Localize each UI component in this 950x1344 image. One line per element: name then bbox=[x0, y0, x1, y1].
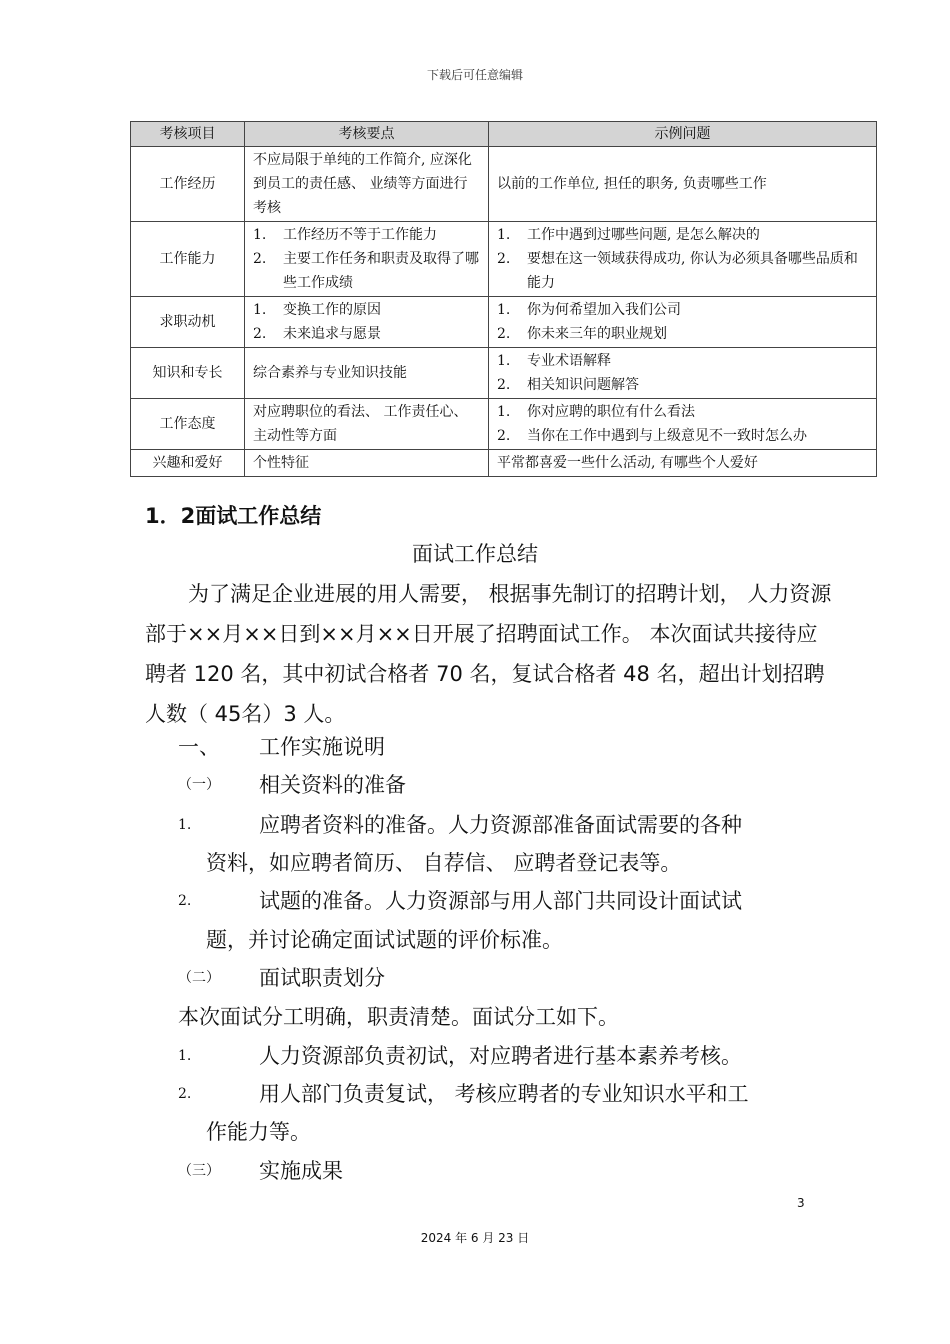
subsection-title: 相关资料的准备 bbox=[259, 773, 406, 797]
row-examples bbox=[489, 297, 877, 348]
list-item-text: 题，并讨论确定面试试题的评价标准。 bbox=[206, 928, 563, 952]
list-item: 1. 你为何希望加入我们公司 bbox=[497, 302, 681, 318]
row-examples bbox=[489, 222, 877, 297]
table-header-row bbox=[131, 122, 877, 147]
row-item: 工作能力 bbox=[131, 222, 245, 297]
row-points bbox=[245, 222, 489, 297]
list-item-number: 2. bbox=[178, 1086, 192, 1102]
row-examples bbox=[489, 399, 877, 450]
list-item-text: 作能力等。 bbox=[206, 1120, 311, 1144]
section-heading: 1．2面试工作总结 bbox=[145, 504, 322, 528]
table-row bbox=[131, 222, 877, 297]
section-title: 工作实施说明 bbox=[259, 735, 385, 759]
list-item-text: 用人部门负责复试， 考核应聘者的专业知识水平和工 bbox=[259, 1082, 749, 1106]
list-item: 1. 专业术语解释 bbox=[497, 353, 611, 369]
list-item-text: 人力资源部负责初试，对应聘者进行基本素养考核。 bbox=[259, 1044, 742, 1068]
row-examples: 平常都喜爱一些什么活动, 有哪些个人爱好 bbox=[489, 450, 877, 477]
list-item: 2. 你未来三年的职业规划 bbox=[497, 326, 667, 342]
list-item: 2. 要想在这一领域获得成功, 你认为必须具备哪些品质和能力 bbox=[497, 251, 858, 291]
body-text: 本次面试分工明确，职责清楚。面试分工如下。 bbox=[178, 1005, 619, 1029]
column-header: 考核要点 bbox=[245, 122, 489, 147]
list-item: 1. 工作经历不等于工作能力 bbox=[253, 227, 437, 243]
subsection-number: （二） bbox=[178, 970, 220, 986]
row-points bbox=[245, 297, 489, 348]
row-points: 综合素养与专业知识技能 bbox=[245, 348, 489, 399]
row-points: 不应局限于单纯的工作简介, 应深化到员工的责任感、 业绩等方面进行考核 bbox=[245, 147, 489, 222]
list-item: 1. 变换工作的原因 bbox=[253, 302, 381, 318]
subsection-number: （三） bbox=[178, 1163, 220, 1179]
column-header: 示例问题 bbox=[489, 122, 877, 147]
subsection-number: （一） bbox=[178, 777, 220, 793]
list-item-number: 1. bbox=[178, 817, 192, 833]
table-row bbox=[131, 399, 877, 450]
list-item: 1. 你对应聘的职位有什么看法 bbox=[497, 404, 695, 420]
list-item-number: 2. bbox=[178, 893, 192, 909]
doc-title: 面试工作总结 bbox=[412, 542, 538, 566]
table-row bbox=[131, 297, 877, 348]
table-row bbox=[131, 450, 877, 477]
row-points: 个性特征 bbox=[245, 450, 489, 477]
list-item: 1. 工作中遇到过哪些问题, 是怎么解决的 bbox=[497, 227, 760, 243]
list-item-text: 资料，如应聘者简历、 自荐信、 应聘者登记表等。 bbox=[206, 851, 682, 875]
table-row bbox=[131, 348, 877, 399]
list-item: 2. 相关知识问题解答 bbox=[497, 377, 639, 393]
header-note: 下载后可任意编辑 bbox=[426, 68, 523, 82]
list-item: 2. 未来追求与愿景 bbox=[253, 326, 381, 342]
row-item: 求职动机 bbox=[131, 297, 245, 348]
list-item: 2. 当你在工作中遇到与上级意见不一致时怎么办 bbox=[497, 428, 807, 444]
date-footer: 2024 年 6 月 23 日 bbox=[420, 1231, 530, 1245]
list-item-text: 试题的准备。人力资源部与用人部门共同设计面试试 bbox=[259, 889, 742, 913]
list-item: 2. 主要工作任务和职责及取得了哪些工作成绩 bbox=[253, 251, 479, 291]
subsection-title: 面试职责划分 bbox=[259, 966, 385, 990]
row-item: 兴趣和爱好 bbox=[131, 450, 245, 477]
row-examples: 以前的工作单位, 担任的职务, 负责哪些工作 bbox=[489, 147, 877, 222]
list-item-number: 1. bbox=[178, 1048, 192, 1064]
list-item-text: 应聘者资料的准备。人力资源部准备面试需要的各种 bbox=[259, 813, 742, 837]
row-examples bbox=[489, 348, 877, 399]
row-item: 工作经历 bbox=[131, 147, 245, 222]
row-item: 工作态度 bbox=[131, 399, 245, 450]
assessment-table bbox=[130, 121, 877, 477]
row-item: 知识和专长 bbox=[131, 348, 245, 399]
page-number: 3 bbox=[797, 1196, 805, 1210]
subsection-title: 实施成果 bbox=[259, 1159, 343, 1183]
table-row bbox=[131, 147, 877, 222]
column-header: 考核项目 bbox=[131, 122, 245, 147]
intro-paragraph: 为了满足企业进展的用人需要， 根据事先制订的招聘计划， 人力资源部于××月××日到××月××日开展了招聘面试工作。 本次面试共接待应聘者 120 名，其中初试合格者 70 名，复试合格者 48 名，超出计划招聘人数（ 45名）3 人。 bbox=[145, 582, 832, 726]
row-points: 对应聘职位的看法、 工作责任心、 主动性等方面 bbox=[245, 399, 489, 450]
section-number: 一、 bbox=[178, 735, 220, 759]
